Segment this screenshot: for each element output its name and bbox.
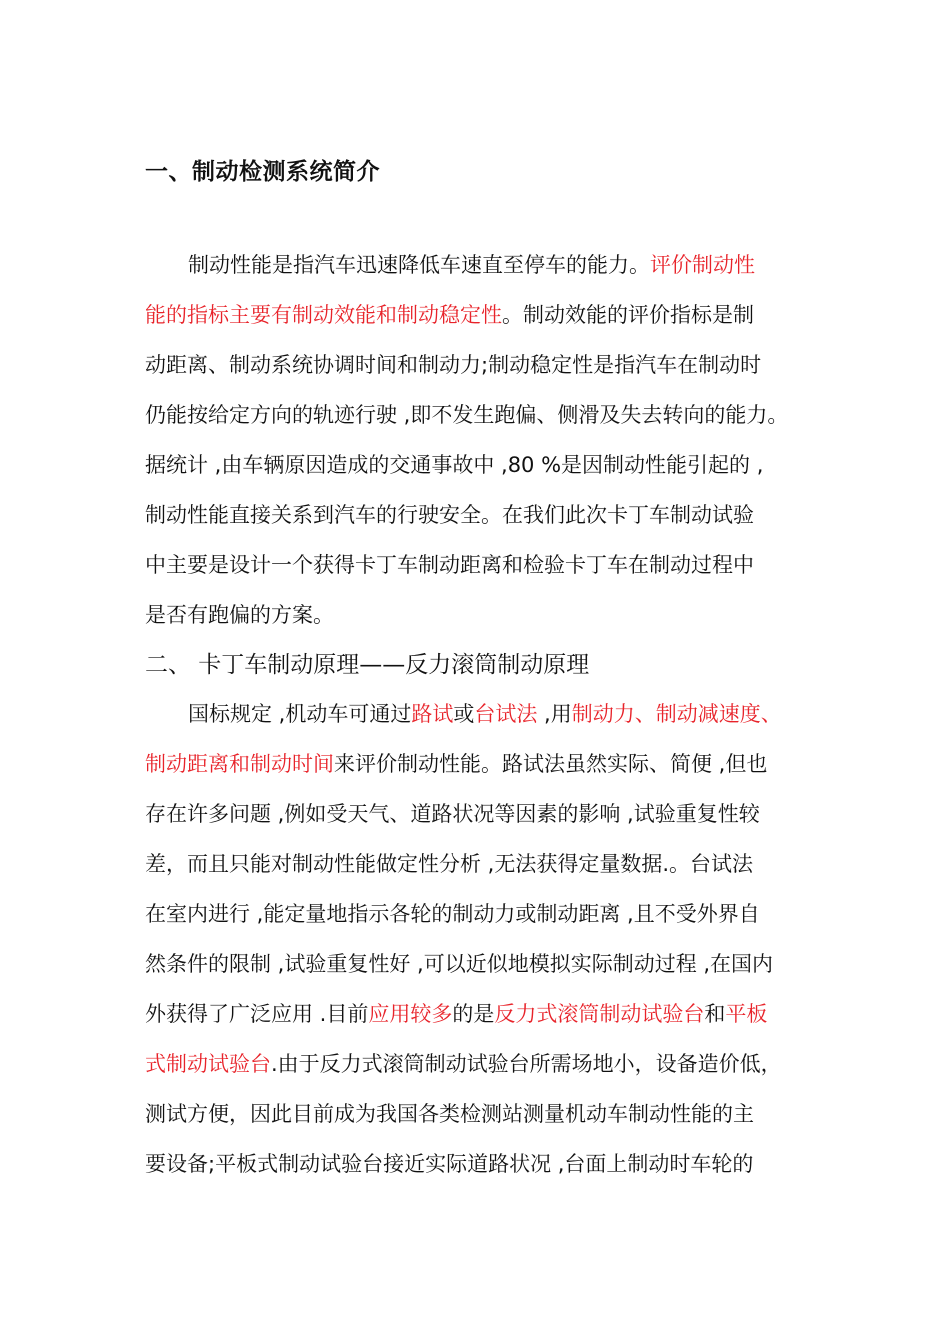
highlight-span: 路试 bbox=[411, 702, 454, 726]
highlight-span: 反力式滚筒制动试验台 bbox=[494, 1002, 705, 1026]
text-span: 的是 bbox=[452, 1002, 495, 1026]
paragraph-1-line-8: 是否有跑偏的方案。 bbox=[145, 603, 334, 627]
text-span: ,用 bbox=[537, 702, 572, 726]
paragraph-1-line-6: 制动性能直接关系到汽车的行驶安全。在我们此次卡丁车制动试验 bbox=[145, 503, 754, 527]
paragraph-2-line-4: 差，而且只能对制动性能做定性分析 ,无法获得定量数据.。台试法 bbox=[145, 852, 754, 876]
highlight-span: 制动力、制动减速度、 bbox=[571, 702, 782, 726]
paragraph-2-line-1 bbox=[188, 699, 782, 729]
text-span: .由于反力式滚筒制动试验台所需场地小，设备造价低， bbox=[271, 1052, 782, 1076]
text-span: 国标规定 ,机动车可通过 bbox=[188, 702, 412, 726]
text-span: 或 bbox=[453, 702, 475, 726]
paragraph-2-line-6: 然条件的限制 ,试验重复性好 ,可以近似地模拟实际制动过程 ,在国内 bbox=[145, 952, 774, 976]
text-span: 。制动效能的评价指标是制 bbox=[502, 303, 754, 327]
paragraph-2-line-9: 测试方便，因此目前成为我国各类检测站测量机动车制动性能的主 bbox=[145, 1102, 754, 1126]
section-heading-1: 一、制动检测系统简介 bbox=[145, 159, 380, 185]
highlight-span: 式制动试验台 bbox=[145, 1052, 271, 1076]
paragraph-2-line-8 bbox=[145, 1049, 782, 1079]
highlight-span: 评价制动性 bbox=[650, 253, 755, 277]
text-span: 和 bbox=[704, 1002, 726, 1026]
highlight-span: 制动距离和制动时间 bbox=[145, 752, 334, 776]
text-span: 外获得了广泛应用 .目前 bbox=[145, 1002, 369, 1026]
paragraph-1-line-7: 中主要是设计一个获得卡丁车制动距离和检验卡丁车在制动过程中 bbox=[145, 553, 754, 577]
highlight-span: 平板 bbox=[725, 1002, 768, 1026]
highlight-span: 能的指标主要有制动效能和制动稳定性 bbox=[145, 303, 502, 327]
paragraph-1-line-1 bbox=[188, 250, 755, 280]
paragraph-1-line-5: 据统计 ,由车辆原因造成的交通事故中 ,80 %是因制动性能引起的 , bbox=[145, 453, 764, 477]
paragraph-2-line-2 bbox=[145, 749, 767, 779]
text-span: 来评价制动性能。路试法虽然实际、简便 ,但也 bbox=[334, 752, 768, 776]
paragraph-2-line-5: 在室内进行 ,能定量地指示各轮的制动力或制动距离 ,且不受外界自 bbox=[145, 902, 760, 926]
section-heading-2: 二、 卡丁车制动原理——反力滚筒制动原理 bbox=[145, 652, 590, 678]
paragraph-2-line-10: 要设备;平板式制动试验台接近实际道路状况 ,台面上制动时车轮的 bbox=[145, 1152, 754, 1176]
paragraph-1-line-2 bbox=[145, 300, 754, 330]
text-span: 制动性能是指汽车迅速降低车速直至停车的能力。 bbox=[188, 253, 650, 277]
paragraph-2-line-7 bbox=[145, 999, 767, 1029]
highlight-span: 台试法 bbox=[474, 702, 538, 726]
paragraph-1-line-4: 仍能按给定方向的轨迹行驶 ,即不发生跑偏、侧滑及失去转向的能力。 bbox=[145, 403, 789, 427]
paragraph-2-line-3: 存在许多问题 ,例如受天气、道路状况等因素的影响 ,试验重复性较 bbox=[145, 802, 760, 826]
highlight-span: 应用较多 bbox=[368, 1002, 453, 1026]
paragraph-1-line-3: 动距离、制动系统协调时间和制动力;制动稳定性是指汽车在制动时 bbox=[145, 353, 762, 377]
